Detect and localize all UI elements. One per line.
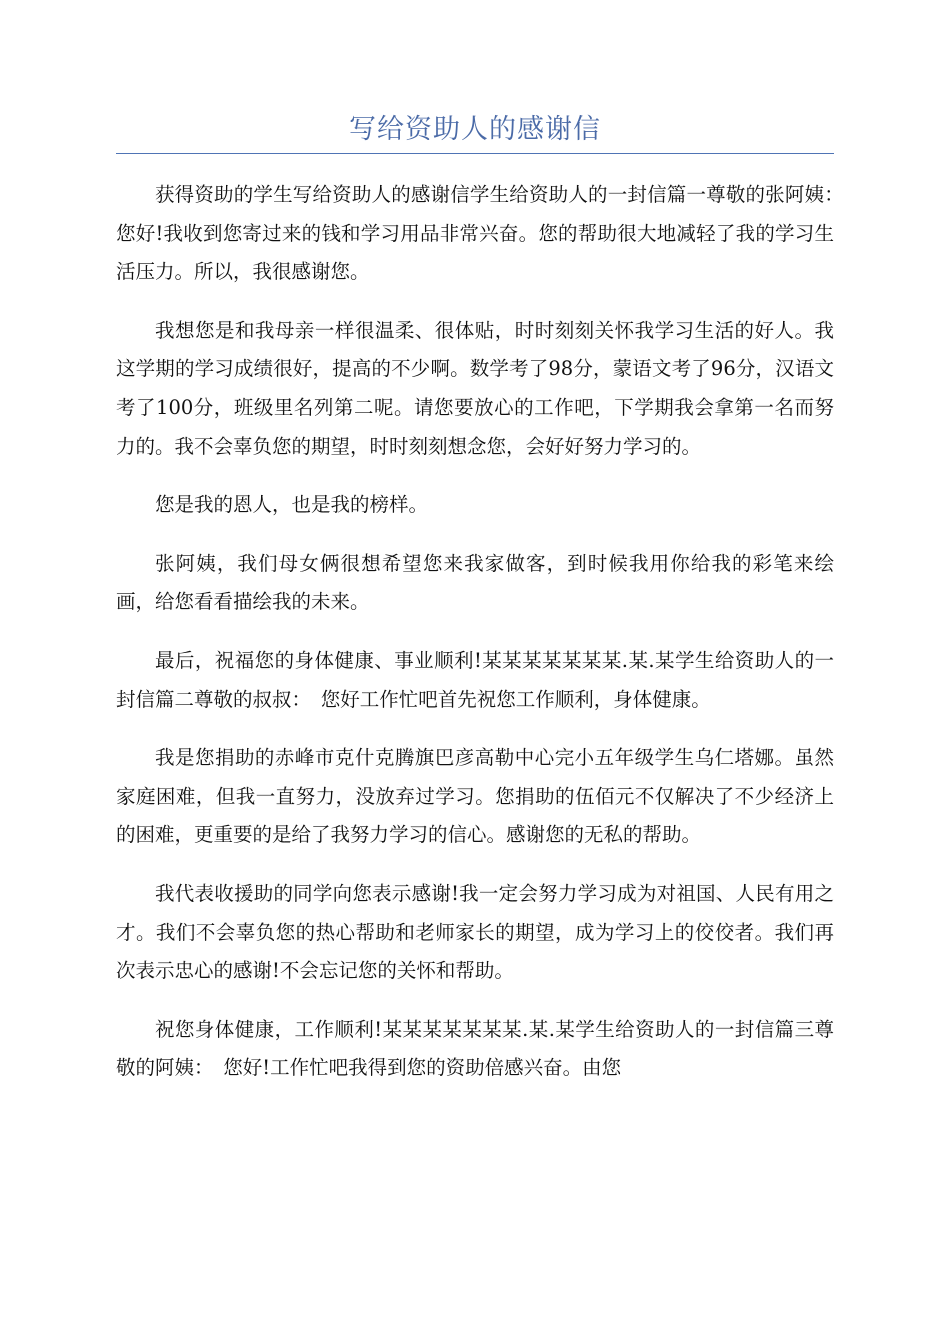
paragraph: 我想您是和我母亲一样很温柔、很体贴，时时刻刻关怀我学习生活的好人。我这学期的学习成绩很好，提高的不少啊。数学考了98分，蒙语文考了96分，汉语文考了100分，班级里名列第二呢。请您要放心的工作吧，下学期我会拿第一名而努力的。我不会辜负您的期望，时时刻刻想念您，会好好努力学习的。 [116,318,834,458]
paragraph: 获得资助的学生写给资助人的感谢信学生给资助人的一封信篇一尊敬的张阿姨： 您好!我收到您寄过来的钱和学习用品非常兴奋。您的帮助很大地减轻了我的学习生活压力。所以，我很感谢您。 [116,183,854,284]
document-title: 写给资助人的感谢信 [349,114,601,145]
paragraph: 我是您捐助的赤峰市克什克腾旗巴彦高勒中心完小五年级学生乌仁塔娜。虽然家庭困难，但我一直努力，没放弃过学习。您捐助的伍佰元不仅解决了不少经济上的困难，更重要的是给了我努力学习的信心。感谢您的无私的帮助。 [116,746,834,847]
title-divider [116,153,834,154]
paragraph: 我代表收援助的同学向您表示感谢!我一定会努力学习成为对祖国、人民有用之才。我们不会辜负您的热心帮助和老师家长的期望，成为学习上的佼佼者。我们再次表示忠心的感谢!不会忘记您的关怀和帮助。 [116,881,834,983]
paragraph: 祝您身体健康，工作顺利!某某某某某某某.某.某学生给资助人的一封信篇三尊敬的阿姨： 您好!工作忙吧我得到您的资助倍感兴奋。由您 [116,1017,834,1080]
paragraph: 您是我的恩人，也是我的榜样。 [155,493,429,517]
paragraph: 张阿姨，我们母女俩很想希望您来我家做客，到时候我用你给我的彩笔来绘画，给您看看描绘我的未来。 [116,551,834,614]
paragraph: 最后，祝福您的身体健康、事业顺利!某某某某某某某.某.某学生给资助人的一封信篇二尊敬的叔叔： 您好工作忙吧首先祝您工作顺利，身体健康。 [116,648,834,711]
document-body [116,176,854,1108]
